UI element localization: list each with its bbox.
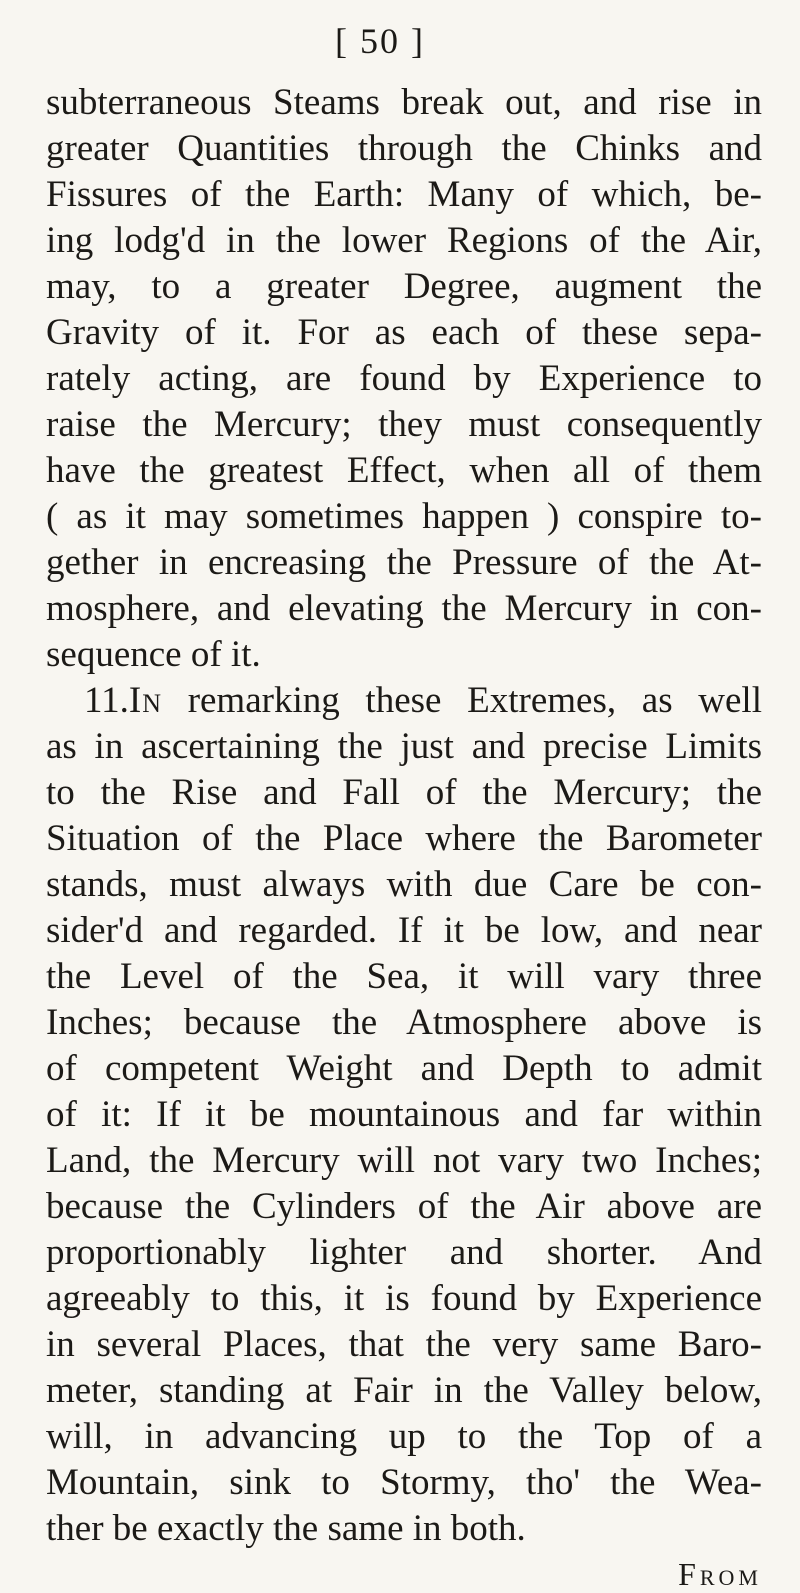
paragraph-number: 11. [84, 680, 129, 721]
text-line: ther be exactly the same in both. [46, 1508, 526, 1549]
text-line: ( as it may sometimes happen ) conspire to- [46, 496, 762, 537]
text-line: raise the Mercury; they must consequently [46, 404, 762, 445]
text-line: the Level of the Sea, it will vary three [46, 956, 762, 997]
text-line: proportionably lighter and shorter. And [46, 1232, 762, 1273]
text-line: sider'd and regarded. If it be low, and near [46, 910, 762, 951]
text-line: of competent Weight and Depth to admit [46, 1048, 762, 1089]
text-line: remarking these Extremes, as well [187, 680, 762, 721]
text-line: will, in advancing up to the Top of a [46, 1416, 762, 1457]
paragraph-first-word: In [128, 680, 162, 721]
text-line: Fissures of the Earth: Many of which, be- [46, 174, 762, 215]
paragraph-start [46, 678, 762, 724]
text-line: ing lodg'd in the lower Regions of the Air, [46, 220, 762, 261]
text-line: because the Cylinders of the Air above are [46, 1186, 762, 1227]
text-line: Gravity of it. For as each of these sepa- [46, 312, 762, 353]
text-line: Inches; because the Atmosphere above is [46, 1002, 762, 1043]
text-line: sequence of it. [46, 634, 261, 675]
text-line: meter, standing at Fair in the Valley below, [46, 1370, 762, 1411]
text-line: greater Quantities through the Chinks and [46, 128, 762, 169]
text-line: to the Rise and Fall of the Mercury; the [46, 772, 762, 813]
text-line: mosphere, and elevating the Mercury in con- [46, 588, 762, 629]
text-line: have the greatest Effect, when all of them [46, 450, 762, 491]
catchword: From [678, 1556, 762, 1592]
text-line: agreeably to this, it is found by Experience [46, 1278, 762, 1319]
page-number: [ 50 ] [335, 21, 425, 61]
text-line: rately acting, are found by Experience to [46, 358, 762, 399]
text-line: may, to a greater Degree, augment the [46, 266, 762, 307]
text-line: stands, must always with due Care be con- [46, 864, 762, 905]
text-line: of it: If it be mountainous and far within [46, 1094, 762, 1135]
text-line: in several Places, that the very same Baro- [46, 1324, 762, 1365]
text-line: as in ascertaining the just and precise Limits [46, 726, 762, 767]
text-line: Mountain, sink to Stormy, tho' the Wea- [46, 1462, 762, 1503]
page-body [46, 80, 762, 1593]
text-line: Land, the Mercury will not vary two Inches; [46, 1140, 762, 1181]
text-line: Situation of the Place where the Barometer [46, 818, 762, 859]
text-line: subterraneous Steams break out, and rise in [46, 82, 762, 123]
text-line: gether in encreasing the Pressure of the At- [46, 542, 762, 583]
